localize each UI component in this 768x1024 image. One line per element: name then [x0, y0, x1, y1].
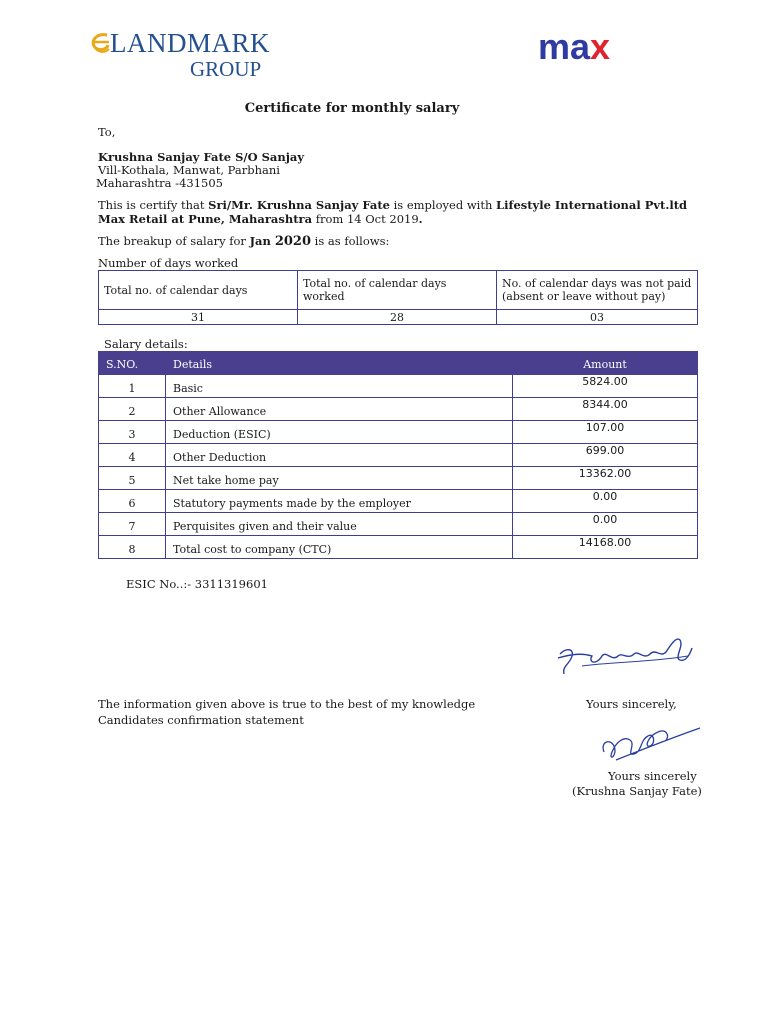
salary-header-details: Details	[166, 352, 513, 375]
salary-detail: Statutory payments made by the employer	[166, 490, 513, 513]
breakup-text-2: is as follows:	[311, 234, 390, 248]
group-wordmark: GROUP	[190, 57, 262, 81]
certify-text-2: is employed with	[389, 198, 497, 212]
salary-sno: 1	[99, 375, 166, 398]
candidate-confirmation: Candidates confirmation statement	[98, 713, 304, 727]
breakup-text-1: The breakup of salary for	[98, 234, 250, 248]
salary-header-row	[99, 352, 698, 375]
landmark-wordmark: LANDMARK	[110, 28, 271, 58]
salary-header-amount: Amount	[513, 352, 698, 375]
info-statement: The information given above is true to the best of my knowledge	[98, 697, 476, 711]
days-header-cell: No. of calendar days was not paid (absent or leave without pay)	[497, 271, 698, 310]
days-value-cell: 28	[298, 310, 497, 325]
salary-sno: 5	[99, 467, 166, 490]
salary-sno: 7	[99, 513, 166, 536]
days-values-row	[99, 310, 698, 325]
max-logo	[538, 26, 610, 68]
salary-amount: 699.00	[513, 444, 698, 467]
salary-amount: 5824.00	[513, 375, 698, 398]
page-title: Certificate for monthly salary	[244, 101, 460, 116]
salary-detail: Basic	[166, 375, 513, 398]
table-row	[99, 444, 698, 467]
table-row	[99, 375, 698, 398]
salary-table	[98, 351, 698, 559]
breakup-month: Jan	[249, 234, 275, 248]
table-row	[99, 421, 698, 444]
table-row	[99, 513, 698, 536]
certify-text-3: from 14 Oct 2019	[312, 212, 419, 226]
signer-name: (Krushna Sanjay Fate)	[572, 784, 702, 798]
max-logo-x: x	[590, 26, 611, 67]
table-row	[99, 536, 698, 559]
salutation-to: To,	[98, 125, 116, 139]
salary-amount: 14168.00	[513, 536, 698, 559]
salary-amount: 0.00	[513, 513, 698, 536]
certify-employee-name: Sri/Mr. Krushna Sanjay Fate	[208, 198, 390, 212]
salary-sno: 2	[99, 398, 166, 421]
salary-amount: 107.00	[513, 421, 698, 444]
salary-details-label: Salary details:	[104, 337, 188, 351]
certify-paragraph	[98, 198, 698, 226]
salary-detail: Total cost to company (CTC)	[166, 536, 513, 559]
days-value-cell: 03	[497, 310, 698, 325]
salary-detail: Perquisites given and their value	[166, 513, 513, 536]
address-line-2: Vill-Kothala, Manwat, Parbhani	[98, 163, 280, 177]
salary-amount: 8344.00	[513, 398, 698, 421]
landmark-group-logo	[90, 28, 271, 83]
certify-employer: Lifestyle International Pvt.ltd Max Retail at Pune, Maharashtra	[98, 198, 688, 226]
salary-amount: 13362.00	[513, 467, 698, 490]
days-worked-table	[98, 270, 698, 325]
address-line-3: Maharashtra -431505	[96, 176, 223, 190]
address-name: Krushna Sanjay Fate S/O Sanjay	[98, 150, 305, 164]
salary-amount: 0.00	[513, 490, 698, 513]
salary-sno: 3	[99, 421, 166, 444]
days-value-cell: 31	[99, 310, 298, 325]
days-worked-label: Number of days worked	[98, 256, 239, 270]
days-header-cell: Total no. of calendar days	[99, 271, 298, 310]
salary-sno: 6	[99, 490, 166, 513]
yours-sincerely-2: Yours sincerely	[608, 769, 697, 783]
yours-sincerely-1: Yours sincerely,	[586, 697, 677, 711]
salary-detail: Deduction (ESIC)	[166, 421, 513, 444]
days-header-row	[99, 271, 698, 310]
salary-header-sno: S.NO.	[99, 352, 166, 375]
salary-detail: Other Deduction	[166, 444, 513, 467]
table-row	[99, 490, 698, 513]
salary-detail: Net take home pay	[166, 467, 513, 490]
esic-number: ESIC No..:- 3311319601	[126, 577, 268, 591]
certify-text-1: This is certify that	[98, 198, 209, 212]
salary-sno: 4	[99, 444, 166, 467]
breakup-line	[98, 234, 389, 249]
breakup-year: 2020	[274, 234, 312, 249]
landmark-swirl-icon	[90, 31, 112, 57]
salary-detail: Other Allowance	[166, 398, 513, 421]
table-row	[99, 398, 698, 421]
days-header-cell: Total no. of calendar days worked	[298, 271, 497, 310]
table-row	[99, 467, 698, 490]
certify-period: .	[418, 212, 423, 226]
signature-authority-icon	[552, 626, 702, 686]
max-logo-ma: ma	[538, 26, 591, 67]
salary-sno: 8	[99, 536, 166, 559]
signature-candidate-icon	[596, 722, 706, 770]
